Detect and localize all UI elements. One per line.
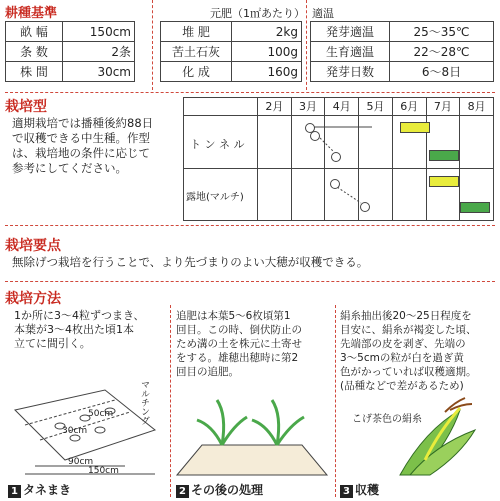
step-2-text: 追肥は本葉5～6枚頃第1 回目。この時、倒伏防止の ため溝の土を株元に土寄せ をする。雄穂出穂時に第2 回目の追肥。 [176,310,302,378]
divider [170,305,171,497]
label-50cm: 50cm [88,409,114,419]
table-row: 条 数 2条 [6,42,135,62]
month-header: 6月 [392,98,426,220]
table-row: 生育適温 22～28℃ [311,42,494,62]
divider [5,225,495,226]
step-3-text: 絹糸抽出後20～25日程度を 目安に、絹糸が褐変した頃、 先端部の皮を剥ぎ、先端の 3～5cmの粒が白を過ぎ黄 色がかっていれば収穫適期。 (品種などで差があるため) [340,310,477,392]
table-row: 発芽適温 25～35℃ [311,22,494,42]
divider [5,92,495,93]
temperature-table [310,21,494,82]
fertilizer-title: 元肥（1㎡あたり） [210,7,305,20]
divider [306,0,307,90]
growth-bar [400,122,430,133]
sowing-mark [310,131,320,141]
growth-bar [429,176,459,187]
divider [5,281,495,282]
table-row: 株 間 30cm [6,62,135,82]
corn-illustration [380,390,490,480]
row-label-tunnel: ト ン ネ ル [190,138,245,151]
table-row: 堆 肥 2kg [161,22,302,42]
temperature-title: 適温 [312,7,334,20]
standards-table [5,21,135,82]
step-1-caption: 1 タネまき [8,481,71,498]
fertilizer-table [160,21,302,82]
sowing-mark [330,179,340,189]
key-points-text: 無除げつ栽培を行うことで、より先づまりのよい大穂が収穫できる。 [12,255,369,269]
divider [152,0,153,90]
step-1-text: 1か所に3～4粒ずつまき、 本葉が3～4枚出た頃1本 立てに間引く。 [14,309,145,350]
label-150cm: 150cm [88,466,119,476]
cultivation-type-title: 栽培型 [5,99,47,115]
divider [335,305,336,497]
label-mulching: マルチング [139,380,149,425]
label-90cm: 90cm [68,457,94,467]
step-3-caption: 3 収穫 [340,481,379,498]
harvest-bar [460,202,490,213]
step-2-caption: 2 その後の処理 [176,481,263,498]
harvest-bar [429,150,459,161]
table-row: 化 成 160g [161,62,302,82]
label-silk: こげ茶色の絹糸 [352,414,422,425]
sowing-mark [331,152,341,162]
standards-title: 耕種基準 [5,6,58,21]
month-header: 5月 [358,98,392,220]
hilling-illustration [172,395,332,480]
row-label-open-field: 露地(マルチ) [186,192,244,203]
month-header: 4月 [324,98,358,220]
table-row: 畝 幅 150cm [6,22,135,42]
key-points-title: 栽培要点 [5,238,61,254]
month-header: 7月 [426,98,460,220]
table-row: 発芽日数 6～8日 [311,62,494,82]
sowing-mark [360,202,370,212]
month-header: 3月 [291,98,325,220]
schedule-chart [183,97,494,221]
method-title: 栽培方法 [5,291,61,307]
table-row: 苦土石灰 100g [161,42,302,62]
month-header: 2月 [257,98,291,220]
month-header: 8月 [459,98,493,220]
cultivation-type-text: 適期栽培では播種後約88日 で収穫できる中生種。作型 は、栽培地の条件に応じて 参考にしてください。 [12,116,154,175]
label-30cm: 30cm [62,426,88,436]
